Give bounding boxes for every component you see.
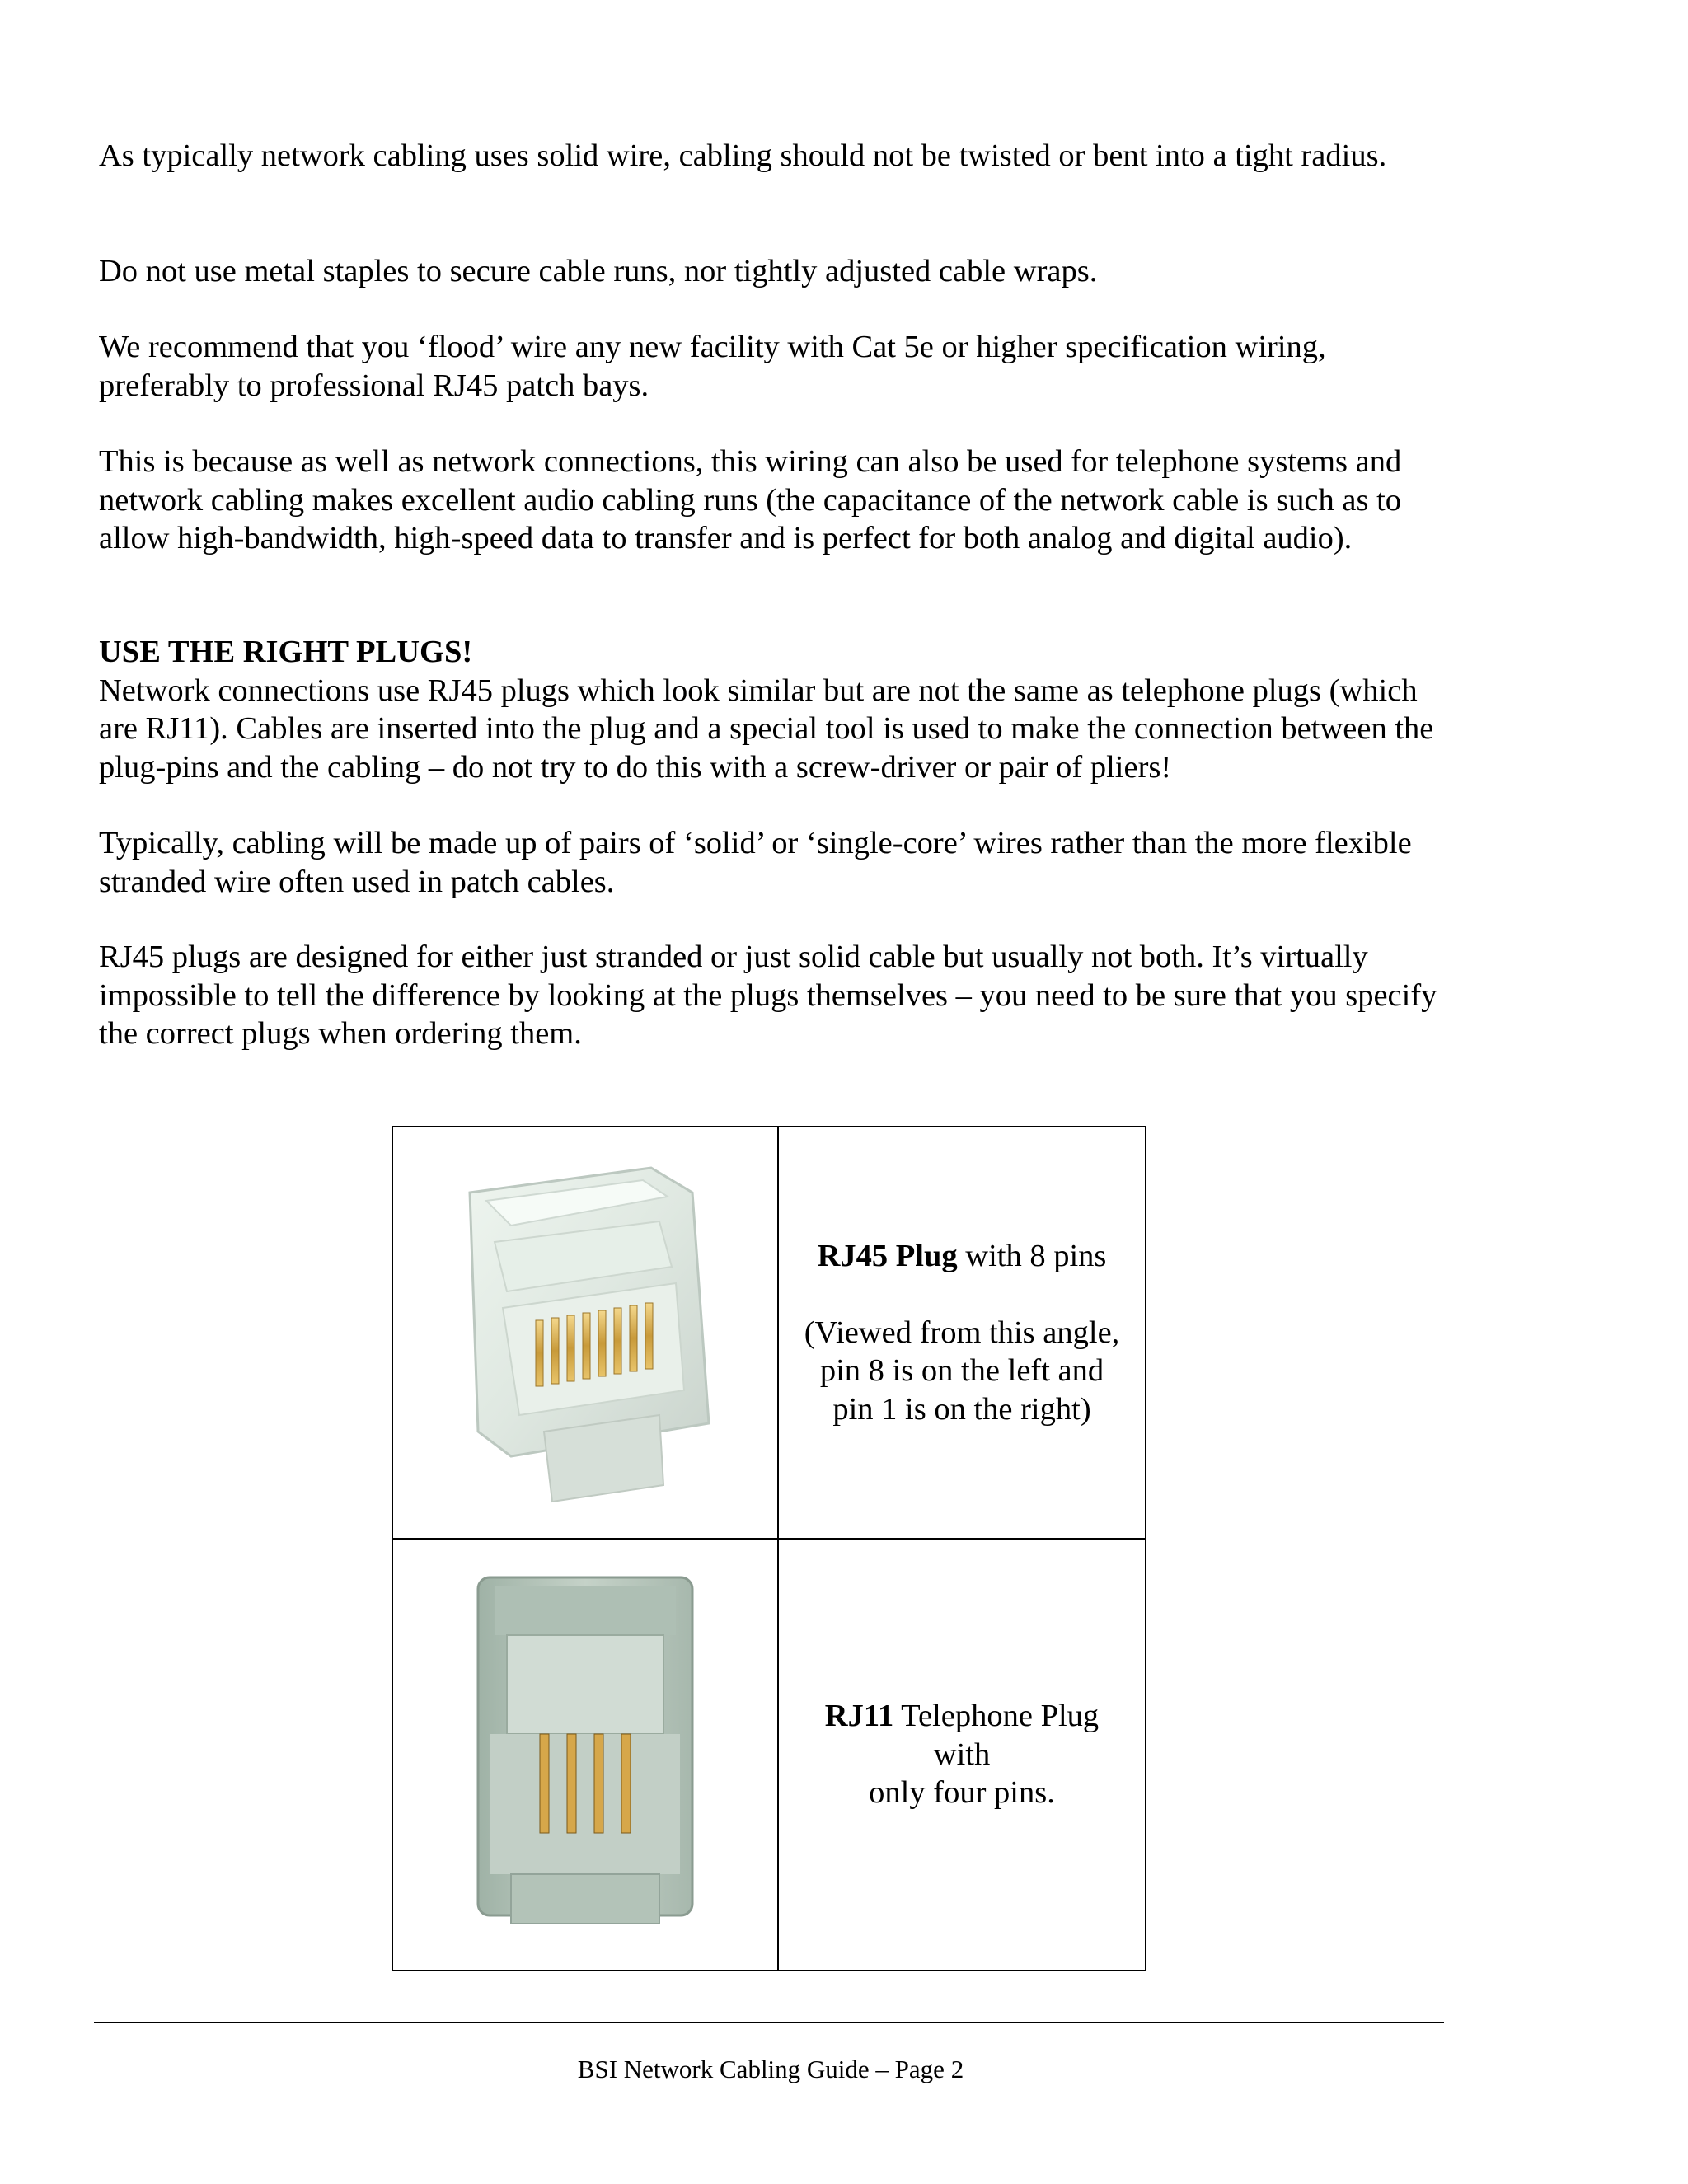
rj11-image-cell [392,1539,778,1971]
rj45-note-line: pin 1 is on the right) [832,1391,1091,1427]
paragraph-text: We recommend that you ‘flood’ wire any new facility with Cat 5e or higher specification wiring, preferably to professional RJ45 patch bays. [99,330,1326,403]
table-row [392,1127,1146,1539]
paragraph-text: Typically, cabling will be made up of pairs of ‘solid’ or ‘single-core’ wires rather than the more flexible stranded wire often used in patch cables. [99,826,1412,899]
rj45-note-line: pin 8 is on the left and [819,1353,1104,1389]
paragraph-flood-wire [99,328,1451,405]
rj11-line: only four pins. [869,1775,1055,1811]
paragraph-solid-stranded [99,824,1451,901]
paragraph-solid-wire [99,137,1451,176]
paragraph-text: This is because as well as network connections, this wiring can also be used for telephone systems and network cabling makes excellent audio cabling runs (the capacitance of the network cable is such as to allow high-bandwidth, high-speed data to transfer and is perfect for both analog and digital audio). [99,444,1402,555]
rj45-title [779,1237,1145,1276]
paragraph-plug-types [99,938,1451,1053]
rj11-description-cell [778,1539,1146,1971]
rj45-image-cell [392,1127,778,1539]
section-right-plugs [99,633,1451,786]
rj11-type-text: Telephone Plug [893,1699,1100,1734]
rj11-name: RJ11 [824,1699,894,1734]
paragraph-audio-cabling [99,443,1451,558]
rj11-plug-image [462,1569,709,1940]
paragraph-text: Do not use metal staples to secure cable runs, nor tightly adjusted cable wraps. [99,254,1098,288]
page-footer: BSI Network Cabling Guide – Page 2 [577,2055,964,2083]
footer-divider [94,2022,1444,2023]
rj11-title [779,1697,1145,1736]
paragraph-staples [99,252,1451,291]
paragraph-text: RJ45 plugs are designed for either just stranded or just solid cable but usually not both. It’s virtually impossible to tell the difference by looking at the plugs themselves – you need to be sure that you specify the correct plugs when ordering them. [99,940,1437,1051]
rj45-description-cell [778,1127,1146,1539]
rj45-pins-text: with 8 pins [957,1238,1107,1273]
rj45-note-line: (Viewed from this angle, [804,1315,1120,1350]
rj45-name: RJ45 Plug [817,1238,958,1273]
paragraph-text: Network connections use RJ45 plugs which look similar but are not the same as telephone plugs (which are RJ11). Cables are inserted into the plug and a special tool is used to make the connection between the plug-pins and the cabling – do not try to do this with a screw-driver or pair of pliers! [99,673,1434,785]
plug-comparison-table [392,1126,1146,1971]
rj45-plug-image [437,1160,734,1506]
table-row [392,1539,1146,1971]
paragraph-text: As typically network cabling uses solid wire, cabling should not be twisted or bent into a tight radius. [99,138,1387,173]
section-heading: USE THE RIGHT PLUGS! [99,635,473,669]
rj11-line: with [933,1736,991,1772]
